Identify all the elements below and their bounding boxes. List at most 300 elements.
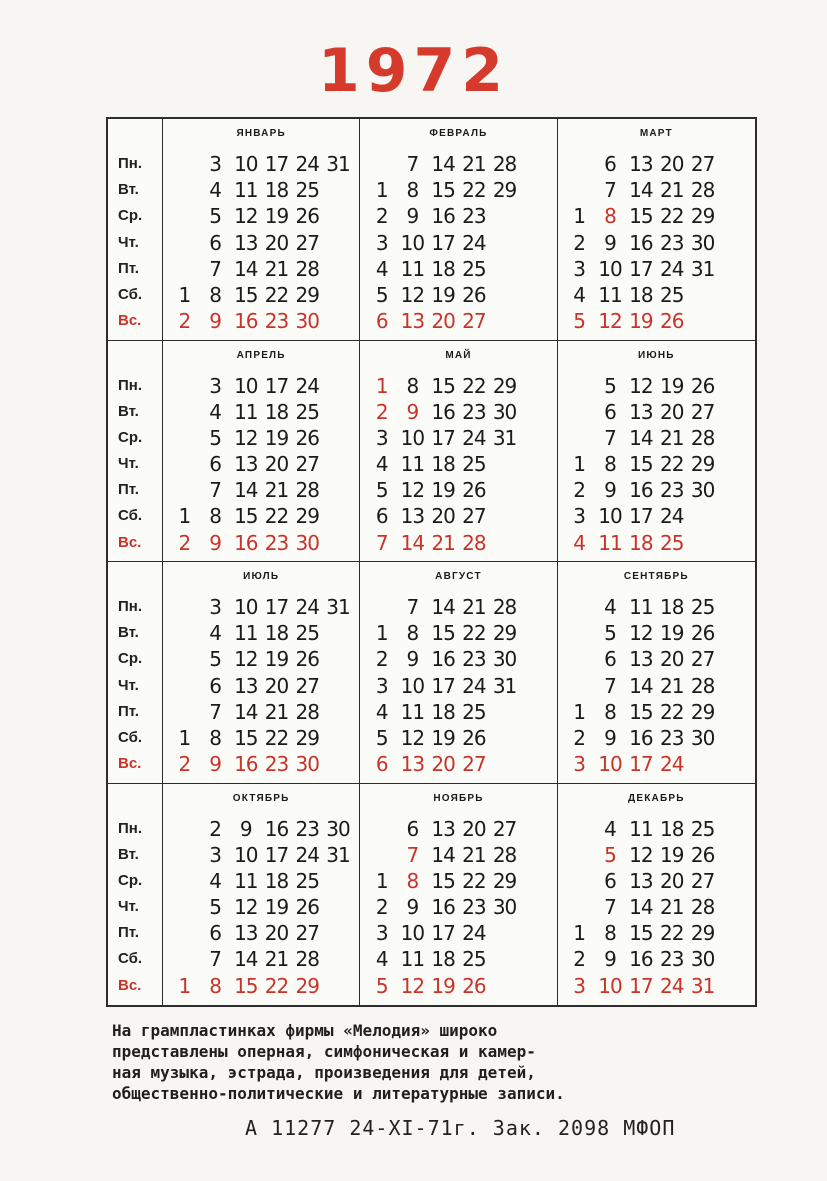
date-cell: 30 xyxy=(690,478,715,503)
date-cell xyxy=(169,868,200,894)
date-cell: 22 xyxy=(462,373,486,398)
date-cell: 27 xyxy=(690,152,715,176)
date-cell: 14 xyxy=(234,699,258,724)
month-block xyxy=(360,341,557,563)
date-cell: 12 xyxy=(400,478,425,503)
day-row xyxy=(564,373,749,399)
day-row xyxy=(564,751,749,777)
date-cell xyxy=(169,177,200,203)
date-cell: 6 xyxy=(375,752,388,777)
date-cell: 28 xyxy=(690,425,715,450)
month-name: АВГУСТ xyxy=(435,571,482,582)
day-row xyxy=(169,894,353,920)
date-cell: 27 xyxy=(690,399,715,424)
date-cell: 25 xyxy=(295,399,319,424)
date-cell: 2 xyxy=(573,230,585,255)
date-cell: 10 xyxy=(598,752,622,777)
date-cell: 8 xyxy=(209,504,221,529)
date-cell: 8 xyxy=(406,178,419,203)
weekday-label: Чт. xyxy=(118,233,139,251)
day-row xyxy=(169,477,353,503)
date-cell: 17 xyxy=(629,504,653,529)
date-cell: 12 xyxy=(400,725,425,750)
date-cell xyxy=(169,230,200,256)
month-block xyxy=(163,119,360,341)
day-row xyxy=(564,620,749,646)
date-cell: 1 xyxy=(178,504,191,529)
date-cell xyxy=(687,282,718,308)
date-cell: 18 xyxy=(431,699,455,724)
date-cell xyxy=(323,973,354,999)
date-cell: 18 xyxy=(629,530,653,555)
month-block xyxy=(360,562,557,784)
date-cell: 3 xyxy=(209,152,221,176)
month-block xyxy=(163,784,360,1006)
weekday-label: Сб. xyxy=(118,728,143,746)
date-cell: 29 xyxy=(295,725,319,750)
date-cell: 9 xyxy=(406,647,419,672)
date-cell: 17 xyxy=(431,921,455,946)
date-cell: 12 xyxy=(629,373,653,398)
date-cell: 13 xyxy=(400,309,425,334)
date-cell xyxy=(520,946,551,972)
date-cell xyxy=(489,973,520,999)
date-cell xyxy=(489,282,520,308)
day-row xyxy=(564,477,749,503)
date-cell: 12 xyxy=(234,895,258,920)
day-row xyxy=(366,451,550,477)
footer-line: ная музыка, эстрада, произведения для детей, xyxy=(112,1063,536,1082)
date-cell: 26 xyxy=(690,842,715,867)
date-cell: 29 xyxy=(295,504,319,529)
date-cell: 22 xyxy=(660,452,684,477)
date-cell: 29 xyxy=(690,452,715,477)
date-cell: 20 xyxy=(431,504,455,529)
date-cell: 7 xyxy=(604,425,616,450)
date-cell: 23 xyxy=(295,816,319,841)
date-cell: 10 xyxy=(400,673,425,698)
date-cell xyxy=(520,308,551,334)
month-name: МАЙ xyxy=(445,349,472,361)
date-cell xyxy=(323,425,354,451)
date-cell: 6 xyxy=(209,230,221,255)
date-cell xyxy=(564,151,595,177)
date-cell: 22 xyxy=(660,699,684,724)
date-cell: 18 xyxy=(264,621,289,646)
date-cell: 10 xyxy=(234,595,258,619)
date-cell: 1 xyxy=(573,699,585,724)
date-cell: 2 xyxy=(209,816,221,841)
date-cell: 20 xyxy=(264,673,289,698)
date-cell xyxy=(323,530,354,556)
date-cell: 16 xyxy=(629,947,653,972)
date-cell: 23 xyxy=(264,530,289,555)
date-cell xyxy=(564,868,595,894)
date-cell: 27 xyxy=(462,504,486,529)
date-cell: 15 xyxy=(234,282,258,307)
date-cell xyxy=(520,282,551,308)
day-row xyxy=(366,946,550,972)
date-cell: 14 xyxy=(234,478,258,503)
date-cell: 17 xyxy=(264,373,289,398)
date-cell xyxy=(520,373,551,399)
day-row xyxy=(564,203,749,229)
date-cell: 9 xyxy=(604,725,616,750)
date-cell: 18 xyxy=(660,816,684,841)
date-cell: 24 xyxy=(295,152,319,176)
date-cell: 24 xyxy=(660,504,684,529)
date-cell: 1 xyxy=(178,973,191,998)
date-cell: 16 xyxy=(234,309,258,334)
date-cell: 4 xyxy=(209,621,221,646)
date-cell: 19 xyxy=(431,282,455,307)
date-cell: 25 xyxy=(660,530,684,555)
date-cell: 21 xyxy=(660,895,684,920)
day-row xyxy=(564,673,749,699)
date-cell: 11 xyxy=(400,947,425,972)
date-cell xyxy=(323,230,354,256)
date-cell xyxy=(489,477,520,503)
date-cell xyxy=(489,530,520,556)
date-cell: 20 xyxy=(264,230,289,255)
date-cell: 11 xyxy=(598,530,622,555)
date-cell: 12 xyxy=(234,647,258,672)
date-cell xyxy=(169,620,200,646)
date-cell: 26 xyxy=(462,973,486,998)
weekday-label: Пн. xyxy=(118,598,143,615)
date-cell xyxy=(323,868,354,894)
day-row xyxy=(169,308,353,334)
day-row xyxy=(169,203,353,229)
date-cell: 11 xyxy=(234,621,258,646)
date-cell: 31 xyxy=(690,256,715,281)
date-cell: 3 xyxy=(209,373,221,398)
date-cell: 28 xyxy=(295,478,319,503)
date-cell xyxy=(564,425,595,451)
date-cell: 18 xyxy=(264,868,289,893)
weekday-label: Сб. xyxy=(118,285,143,303)
date-cell: 15 xyxy=(431,621,455,646)
date-cell: 16 xyxy=(431,895,455,920)
date-cell: 16 xyxy=(431,647,455,672)
date-cell: 4 xyxy=(375,452,388,477)
date-cell: 20 xyxy=(431,752,455,777)
date-cell: 28 xyxy=(690,895,715,920)
date-cell: 28 xyxy=(295,947,319,972)
day-row xyxy=(169,816,353,842)
date-cell: 11 xyxy=(598,282,622,307)
date-cell: 29 xyxy=(492,373,517,398)
date-cell: 12 xyxy=(629,842,653,867)
date-cell xyxy=(169,699,200,725)
weekday-label: Сб. xyxy=(118,950,143,968)
date-cell xyxy=(520,203,551,229)
date-cell: 14 xyxy=(234,256,258,281)
day-row xyxy=(564,425,749,451)
weekday-label: Вс. xyxy=(118,976,142,994)
date-cell xyxy=(489,920,520,946)
date-cell: 21 xyxy=(660,178,684,203)
date-cell: 21 xyxy=(462,595,486,619)
date-cell xyxy=(323,725,354,751)
date-cell: 17 xyxy=(264,842,289,867)
date-cell: 23 xyxy=(462,399,486,424)
day-row xyxy=(169,620,353,646)
date-cell: 26 xyxy=(690,621,715,646)
date-cell: 26 xyxy=(690,373,715,398)
date-cell xyxy=(718,699,749,725)
date-cell xyxy=(323,894,354,920)
date-cell: 10 xyxy=(598,504,622,529)
date-cell: 10 xyxy=(234,842,258,867)
day-row xyxy=(564,399,749,425)
date-cell: 18 xyxy=(629,282,653,307)
date-cell: 7 xyxy=(209,256,221,281)
day-row xyxy=(366,373,550,399)
date-cell: 6 xyxy=(209,921,221,946)
date-cell xyxy=(323,620,354,646)
weekday-label: Сб. xyxy=(118,507,143,525)
date-cell: 11 xyxy=(400,452,425,477)
date-cell: 26 xyxy=(462,725,486,750)
day-row xyxy=(564,725,749,751)
day-row xyxy=(169,920,353,946)
day-row xyxy=(564,530,749,556)
date-cell: 3 xyxy=(209,595,221,619)
date-cell xyxy=(489,451,520,477)
day-row xyxy=(564,503,749,529)
date-cell xyxy=(323,673,354,699)
date-cell: 24 xyxy=(462,425,486,450)
day-row xyxy=(169,973,353,999)
date-cell: 8 xyxy=(406,868,419,893)
date-cell xyxy=(520,451,551,477)
date-cell: 5 xyxy=(209,895,221,920)
date-cell: 26 xyxy=(295,895,319,920)
day-row xyxy=(169,399,353,425)
date-cell: 24 xyxy=(295,842,319,867)
date-cell xyxy=(718,282,749,308)
date-cell: 24 xyxy=(295,595,319,619)
date-cell: 23 xyxy=(660,947,684,972)
day-row xyxy=(564,920,749,946)
date-cell: 3 xyxy=(209,842,221,867)
date-cell: 15 xyxy=(234,725,258,750)
date-cell: 18 xyxy=(431,947,455,972)
date-cell xyxy=(169,399,200,425)
day-row xyxy=(169,151,353,177)
day-row xyxy=(366,725,550,751)
date-cell: 7 xyxy=(604,895,616,920)
date-cell xyxy=(718,151,749,177)
date-cell xyxy=(520,151,551,177)
date-cell: 21 xyxy=(264,947,289,972)
weekday-label: Вт. xyxy=(118,845,139,863)
date-cell: 21 xyxy=(462,152,486,176)
date-cell xyxy=(564,816,595,842)
date-cell: 9 xyxy=(604,478,616,503)
day-row xyxy=(169,751,353,777)
day-row xyxy=(366,620,550,646)
month-block xyxy=(558,784,755,1006)
day-row xyxy=(366,894,550,920)
day-row xyxy=(366,973,550,999)
date-cell: 13 xyxy=(431,816,455,841)
date-cell xyxy=(564,620,595,646)
date-cell: 7 xyxy=(406,595,419,619)
date-cell: 2 xyxy=(573,478,585,503)
day-row xyxy=(169,451,353,477)
date-cell: 6 xyxy=(604,647,616,672)
date-cell: 8 xyxy=(604,204,616,229)
date-cell: 2 xyxy=(375,647,388,672)
date-cell: 20 xyxy=(431,309,455,334)
day-row xyxy=(169,868,353,894)
date-cell: 5 xyxy=(209,647,221,672)
weekday-label: Ср. xyxy=(118,650,143,668)
date-cell xyxy=(520,842,551,868)
date-cell xyxy=(323,451,354,477)
day-row xyxy=(366,920,550,946)
date-cell: 23 xyxy=(264,309,289,334)
day-row xyxy=(366,594,550,620)
date-cell: 8 xyxy=(406,373,419,398)
weekday-label: Пн. xyxy=(118,819,143,837)
date-cell: 7 xyxy=(375,530,388,555)
date-cell: 8 xyxy=(604,699,616,724)
date-cell: 19 xyxy=(660,842,684,867)
date-cell: 3 xyxy=(573,752,585,777)
date-cell: 13 xyxy=(629,152,653,176)
day-row xyxy=(366,230,550,256)
date-cell: 6 xyxy=(406,816,419,841)
day-row xyxy=(366,203,550,229)
day-row xyxy=(169,503,353,529)
date-cell: 29 xyxy=(492,868,517,893)
date-cell: 11 xyxy=(234,178,258,203)
date-cell xyxy=(718,842,749,868)
date-cell: 30 xyxy=(326,816,350,841)
day-row xyxy=(366,151,550,177)
date-cell xyxy=(520,177,551,203)
month-name: АПРЕЛЬ xyxy=(236,349,286,361)
date-cell: 4 xyxy=(573,282,585,307)
date-cell: 27 xyxy=(690,647,715,672)
date-cell: 9 xyxy=(209,752,221,777)
date-cell xyxy=(169,203,200,229)
day-row xyxy=(366,751,550,777)
date-cell: 31 xyxy=(690,973,715,998)
date-cell: 9 xyxy=(239,816,252,841)
date-cell: 10 xyxy=(400,230,425,255)
date-cell xyxy=(323,946,354,972)
date-cell: 3 xyxy=(573,504,585,529)
date-cell: 29 xyxy=(295,282,319,307)
day-row xyxy=(169,673,353,699)
date-cell: 5 xyxy=(375,282,388,307)
date-cell: 5 xyxy=(604,842,616,867)
day-row xyxy=(366,699,550,725)
date-cell: 27 xyxy=(295,452,319,477)
day-row xyxy=(169,530,353,556)
date-cell: 22 xyxy=(264,973,289,998)
date-cell: 28 xyxy=(295,256,319,281)
date-cell xyxy=(718,256,749,282)
date-cell xyxy=(718,946,749,972)
month-name: ФЕВРАЛЬ xyxy=(429,128,488,139)
day-row xyxy=(366,399,550,425)
date-cell: 5 xyxy=(209,425,221,450)
day-row xyxy=(564,842,749,868)
date-cell: 18 xyxy=(660,595,684,619)
date-cell xyxy=(687,308,718,334)
date-cell: 11 xyxy=(234,868,258,893)
date-cell: 14 xyxy=(431,595,455,619)
year-title: 1972 xyxy=(318,36,509,106)
date-cell: 8 xyxy=(209,973,221,998)
date-cell: 13 xyxy=(234,673,258,698)
date-cell: 22 xyxy=(462,178,486,203)
date-cell: 1 xyxy=(178,282,191,307)
day-row xyxy=(366,308,550,334)
day-row xyxy=(564,699,749,725)
date-cell: 21 xyxy=(264,478,289,503)
day-row xyxy=(366,868,550,894)
date-cell: 13 xyxy=(629,868,653,893)
date-cell xyxy=(564,894,595,920)
weekday-label: Чт. xyxy=(118,455,139,473)
date-cell: 12 xyxy=(400,973,425,998)
date-cell: 30 xyxy=(690,725,715,750)
date-cell xyxy=(323,646,354,672)
date-cell: 21 xyxy=(462,842,486,867)
footer-line: На грампластинках фирмы «Мелодия» широко xyxy=(112,1021,498,1040)
date-cell xyxy=(489,699,520,725)
date-cell xyxy=(718,594,749,620)
date-cell: 18 xyxy=(431,256,455,281)
date-cell xyxy=(489,230,520,256)
date-cell: 22 xyxy=(462,621,486,646)
month-name: ИЮНЬ xyxy=(637,349,675,361)
date-cell: 4 xyxy=(209,399,221,424)
date-cell: 14 xyxy=(234,947,258,972)
day-row xyxy=(169,425,353,451)
date-cell: 26 xyxy=(295,647,319,672)
date-cell: 25 xyxy=(462,452,486,477)
date-cell: 15 xyxy=(234,504,258,529)
date-cell xyxy=(169,594,200,620)
date-cell: 17 xyxy=(431,230,455,255)
date-cell: 22 xyxy=(660,204,684,229)
date-cell xyxy=(323,256,354,282)
date-cell: 30 xyxy=(295,530,319,555)
date-cell: 8 xyxy=(209,282,221,307)
month-block xyxy=(360,784,557,1006)
date-cell: 25 xyxy=(462,256,486,281)
date-cell xyxy=(520,920,551,946)
weekday-label: Ср. xyxy=(118,428,143,446)
date-cell: 21 xyxy=(660,673,684,698)
date-cell xyxy=(520,894,551,920)
date-cell: 31 xyxy=(326,152,350,176)
weekday-label: Вс. xyxy=(118,312,142,330)
weekday-label: Вс. xyxy=(118,533,142,551)
day-row xyxy=(169,842,353,868)
date-cell xyxy=(169,842,200,868)
date-cell: 11 xyxy=(629,595,653,619)
date-cell: 8 xyxy=(406,621,419,646)
day-row xyxy=(366,530,550,556)
